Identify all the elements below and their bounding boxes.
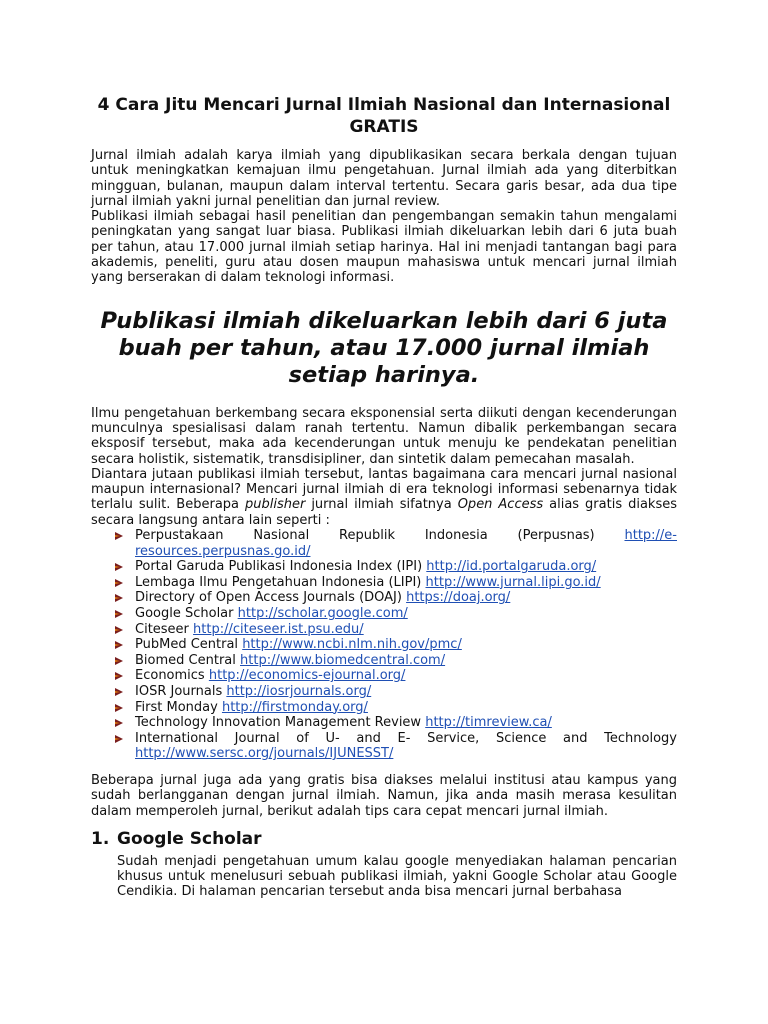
source-link[interactable]: http://iosrjournals.org/ (226, 683, 372, 699)
source-link[interactable]: http://www.sersc.org/journals/IJUNESST/ (135, 746, 394, 762)
open-access-term: Open Access (457, 497, 544, 513)
section-heading-google-scholar (91, 828, 677, 850)
list-item (113, 528, 677, 559)
source-link[interactable]: https://doaj.org/ (406, 590, 511, 606)
source-link[interactable]: http://scholar.google.com/ (237, 606, 408, 622)
page-title: 4 Cara Jitu Mencari Jurnal Ilmiah Nasional dan Internasional GRATIS (97, 95, 671, 137)
arrow-bullet-icon (113, 561, 125, 573)
body-paragraph-2-part2: jurnal ilmiah sifatnya (305, 497, 458, 513)
arrow-bullet-icon (113, 655, 125, 667)
source-link[interactable]: http://e-resources.perpusnas.go.id/ (135, 528, 677, 559)
arrow-bullet-icon (113, 577, 125, 589)
arrow-bullet-icon (113, 592, 125, 604)
source-link[interactable]: http://timreview.ca/ (425, 715, 552, 731)
intro-paragraph-2: Publikasi ilmiah sebagai hasil penelitian dan pengembangan semakin tahun mengalami peningkatan yang sangat luar biasa. Publikasi ilmiah dikeluarkan lebih dari 6 juta buah per tahun, atau 17.000 jurnal ilmiah setiap harinya. Hal ini menjadi tantangan bagi para akademis, peneliti, guru atau dosen maupun mahasiswa untuk mencari jurnal ilmiah yang berserakan di dalam teknologi informasi. (91, 209, 677, 286)
arrow-bullet-icon (113, 608, 125, 620)
source-name: Perpustakaan Nasional Republik Indonesia (Perpusnas) (135, 528, 595, 544)
highlight-quote: Publikasi ilmiah dikeluarkan lebih dari 6 juta buah per tahun, atau 17.000 jurnal ilmiah setiap harinya. (100, 307, 668, 388)
source-name: Directory of Open Access Journals (DOAJ) (135, 590, 402, 606)
list-item (113, 622, 677, 638)
source-link[interactable]: http://citeseer.ist.psu.edu/ (193, 621, 364, 637)
list-item (113, 637, 677, 653)
source-name: IOSR Journals (135, 683, 223, 699)
list-item (113, 700, 677, 716)
list-item (113, 731, 677, 762)
section-title: Google Scholar (117, 828, 262, 849)
list-item (113, 575, 677, 591)
source-list (91, 528, 677, 762)
arrow-bullet-icon (113, 670, 125, 682)
publisher-term: publisher (245, 497, 306, 513)
source-name: Lembaga Ilmu Pengetahuan Indonesia (LIPI) (135, 574, 422, 590)
body-paragraph-2 (91, 467, 677, 528)
arrow-bullet-icon (113, 717, 125, 729)
arrow-bullet-icon (113, 624, 125, 636)
after-list-paragraph: Beberapa jurnal juga ada yang gratis bisa diakses melalui institusi atau kampus yang sudah berlangganan dengan jurnal ilmiah. Namun, jika anda masih merasa kesulitan dalam memperoleh jurnal, berikut adalah tips cara cepat mencari jurnal ilmiah. (91, 772, 677, 819)
arrow-bullet-icon (113, 639, 125, 651)
source-name: Portal Garuda Publikasi Indonesia Index (IPI) (135, 559, 423, 575)
source-link[interactable]: http://www.biomedcentral.com/ (240, 652, 446, 668)
list-item (113, 590, 677, 606)
source-name: Biomed Central (135, 652, 236, 668)
section-number: 1. (91, 828, 110, 849)
list-item (113, 653, 677, 669)
source-name: International Journal of U- and E- Service, Science and Technology (135, 730, 677, 746)
body-paragraph-1: Ilmu pengetahuan berkembang secara eksponensial serta diikuti dengan kecenderungan munculnya spesialisasi dalam ranah tertentu. Namun dibalik perkembangan secara eksposif tersebut, maka ada kecenderungan untuk menuju ke pendekatan penelitian secara holistik, sistematik, transdisipliner, dan sintetik dalam pemecahan masalah. (91, 405, 677, 467)
source-name: Citeseer (135, 621, 189, 637)
source-link[interactable]: http://economics-ejournal.org/ (208, 668, 406, 684)
source-name: Technology Innovation Management Review (135, 715, 422, 731)
section-1-text: Sudah menjadi pengetahuan umum kalau google menyediakan halaman pencarian khusus untuk menelusuri sebuah publikasi ilmiah, yakni Google Scholar atau Google Cendikia. Di halaman pencarian tersebut anda bisa mencari jurnal berbahasa (117, 853, 677, 900)
source-name: Economics (135, 668, 205, 684)
source-link[interactable]: http://www.jurnal.lipi.go.id/ (425, 574, 601, 590)
source-name: First Monday (135, 699, 218, 715)
list-item (113, 684, 677, 700)
list-item (113, 606, 677, 622)
list-item (113, 715, 677, 731)
arrow-bullet-icon (113, 702, 125, 714)
source-link[interactable]: http://www.ncbi.nlm.nih.gov/pmc/ (242, 637, 462, 653)
source-link[interactable]: http://id.portalgaruda.org/ (426, 559, 597, 575)
arrow-bullet-icon (113, 530, 125, 542)
source-name: PubMed Central (135, 637, 239, 653)
source-name: Google Scholar (135, 606, 234, 622)
arrow-bullet-icon (113, 733, 125, 745)
body-paragraph-2-part1: Diantara jutaan publikasi ilmiah tersebut, lantas bagaimana cara mencari jurnal nasional maupun internasional? Mencari jurnal ilmiah di era teknologi informasi sebenarnya tidak terlalu sulit. Beberapa (91, 466, 677, 513)
arrow-bullet-icon (113, 686, 125, 698)
source-link[interactable]: http://firstmonday.org/ (221, 699, 368, 715)
intro-paragraph-1: Jurnal ilmiah adalah karya ilmiah yang dipublikasikan secara berkala dengan tujuan untuk meningkatkan kemajuan ilmu pengetahuan. Jurnal ilmiah ada yang diterbitkan mingguan, bulanan, maupun dalam interval tertentu. Secara garis besar, ada dua tipe jurnal ilmiah yakni jurnal penelitian dan jurnal review. (91, 148, 677, 209)
body-paragraph-2-part3: alias gratis diakses secara langsung antara lain seperti : (91, 497, 677, 528)
list-item (113, 668, 677, 684)
list-item (113, 559, 677, 575)
